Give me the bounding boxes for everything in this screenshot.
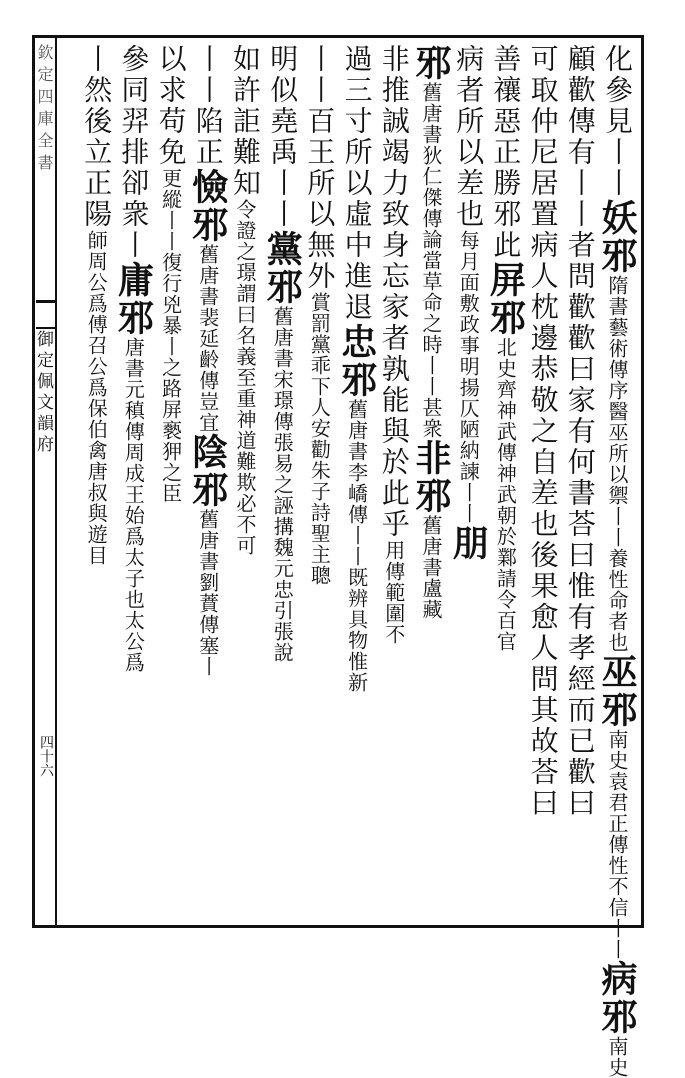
text-column — [596, 44, 638, 1078]
annotation-text: 師周公爲傅召公爲保伯禽唐叔與遊目 — [84, 230, 109, 566]
annotation-text: 南史 — [605, 1036, 629, 1078]
annotation-text: 南史袁君正傳性不信丨丨 — [605, 729, 629, 960]
body-text: 病者所以差也 — [452, 44, 486, 230]
gutter-work-title: 御定佩文韻府 — [33, 330, 53, 456]
annotation-text: 令證之璟謂曰名義至重神道難欺必不可 — [233, 199, 257, 556]
headword: 陰邪 — [186, 433, 229, 509]
body-text: 參同羿排卻衆丨 — [117, 44, 151, 261]
headword: 邪 — [410, 44, 452, 82]
headword: 憸邪 — [186, 168, 229, 244]
headword: 黨邪 — [261, 230, 304, 306]
body-text: 丨丨陷正 — [191, 44, 225, 168]
gutter-fish-tail-mark — [36, 300, 56, 329]
text-column — [112, 44, 154, 916]
body-text: 明似堯禹丨丨 — [266, 44, 300, 230]
annotation-text: 舊唐書盧藏 — [419, 515, 443, 620]
headword: 朋 — [447, 524, 490, 562]
text-column — [373, 44, 415, 916]
text-column — [559, 44, 601, 916]
annotation-text: 每月面敷政事明揚仄陋納諫丨丨 — [456, 230, 481, 524]
body-text: 丨丨百王所以無外 — [303, 44, 337, 292]
page-number: 四十六 — [38, 735, 54, 777]
annotation-text: 舊唐書裴延齡傳豈宜 — [195, 244, 220, 433]
headword: 非邪 — [410, 439, 452, 515]
headword: 忠邪 — [335, 323, 378, 399]
text-column — [298, 44, 340, 916]
annotation-text: 北史齊神武傳神武朝於鄴請令百官 — [493, 337, 518, 652]
headword: 病邪 — [596, 960, 638, 1036]
body-text: 善禳惡正勝邪此 — [489, 44, 523, 261]
gutter-book-title: 欽定四庫全書 — [35, 44, 54, 176]
body-text: 顧歡傳有丨丨者問歡歡曰家有何書荅曰惟有孝經而已歡曰 — [563, 44, 597, 819]
body-text: 非推誠竭力致身忘家者孰能與於此乎 — [377, 44, 411, 540]
body-text: 可取仲尼居置病人枕邊恭敬之自差也後果愈人問其故荅曰 — [526, 44, 560, 819]
annotation-text: 賞罰黨乖下人安勸朱子詩聖主聰 — [307, 292, 332, 586]
text-column — [522, 44, 564, 916]
annotation-text: 舊唐書李嶠傳丨丨既辨具物惟新 — [344, 399, 369, 693]
text-column — [261, 44, 303, 916]
body-text: 丨然後立正陽 — [80, 44, 114, 230]
text-column — [187, 44, 229, 916]
text-column — [336, 44, 378, 916]
annotation-text: 更縱丨丨復行兇暴 — [158, 168, 183, 336]
headword: 庸邪 — [112, 261, 155, 337]
annotation-text: 舊唐書宋璟傳張易之誣搆魏元忠引張說 — [270, 306, 295, 663]
body-text: 過三寸所以虛中進退 — [340, 44, 374, 323]
body-text: 化參見 — [601, 44, 634, 137]
text-column — [75, 44, 117, 916]
text-column — [484, 44, 526, 916]
annotation-text: 舊唐書劉蕡傳塞丨 — [195, 509, 220, 677]
annotation-text: 丨之路屏褻狎之臣 — [158, 336, 183, 504]
headword: 妖邪 — [596, 199, 638, 275]
annotation-text: 唐書元稹傳周成王始爲太子也太公爲 — [121, 337, 146, 673]
headword: 屏邪 — [484, 261, 527, 337]
body-text: 如許詎難知 — [229, 44, 262, 199]
annotation-text: 舊唐書狄仁傑傳論當草命之時丨丨甚衆 — [419, 82, 443, 439]
annotation-text: 用傳範圍不 — [381, 540, 406, 645]
text-column — [410, 44, 452, 916]
text-column — [224, 44, 266, 916]
annotation-text: 隋書藝術傳序醫巫所以禦丨丨養性命者也 — [605, 275, 629, 653]
body-text: 丨丨 — [601, 137, 634, 199]
right-border — [641, 35, 644, 928]
headword: 巫邪 — [596, 653, 638, 729]
top-border — [32, 35, 644, 38]
body-text: 以求苟免 — [154, 44, 188, 168]
text-column — [150, 44, 192, 916]
text-column — [447, 44, 489, 916]
bottom-border — [32, 925, 644, 928]
